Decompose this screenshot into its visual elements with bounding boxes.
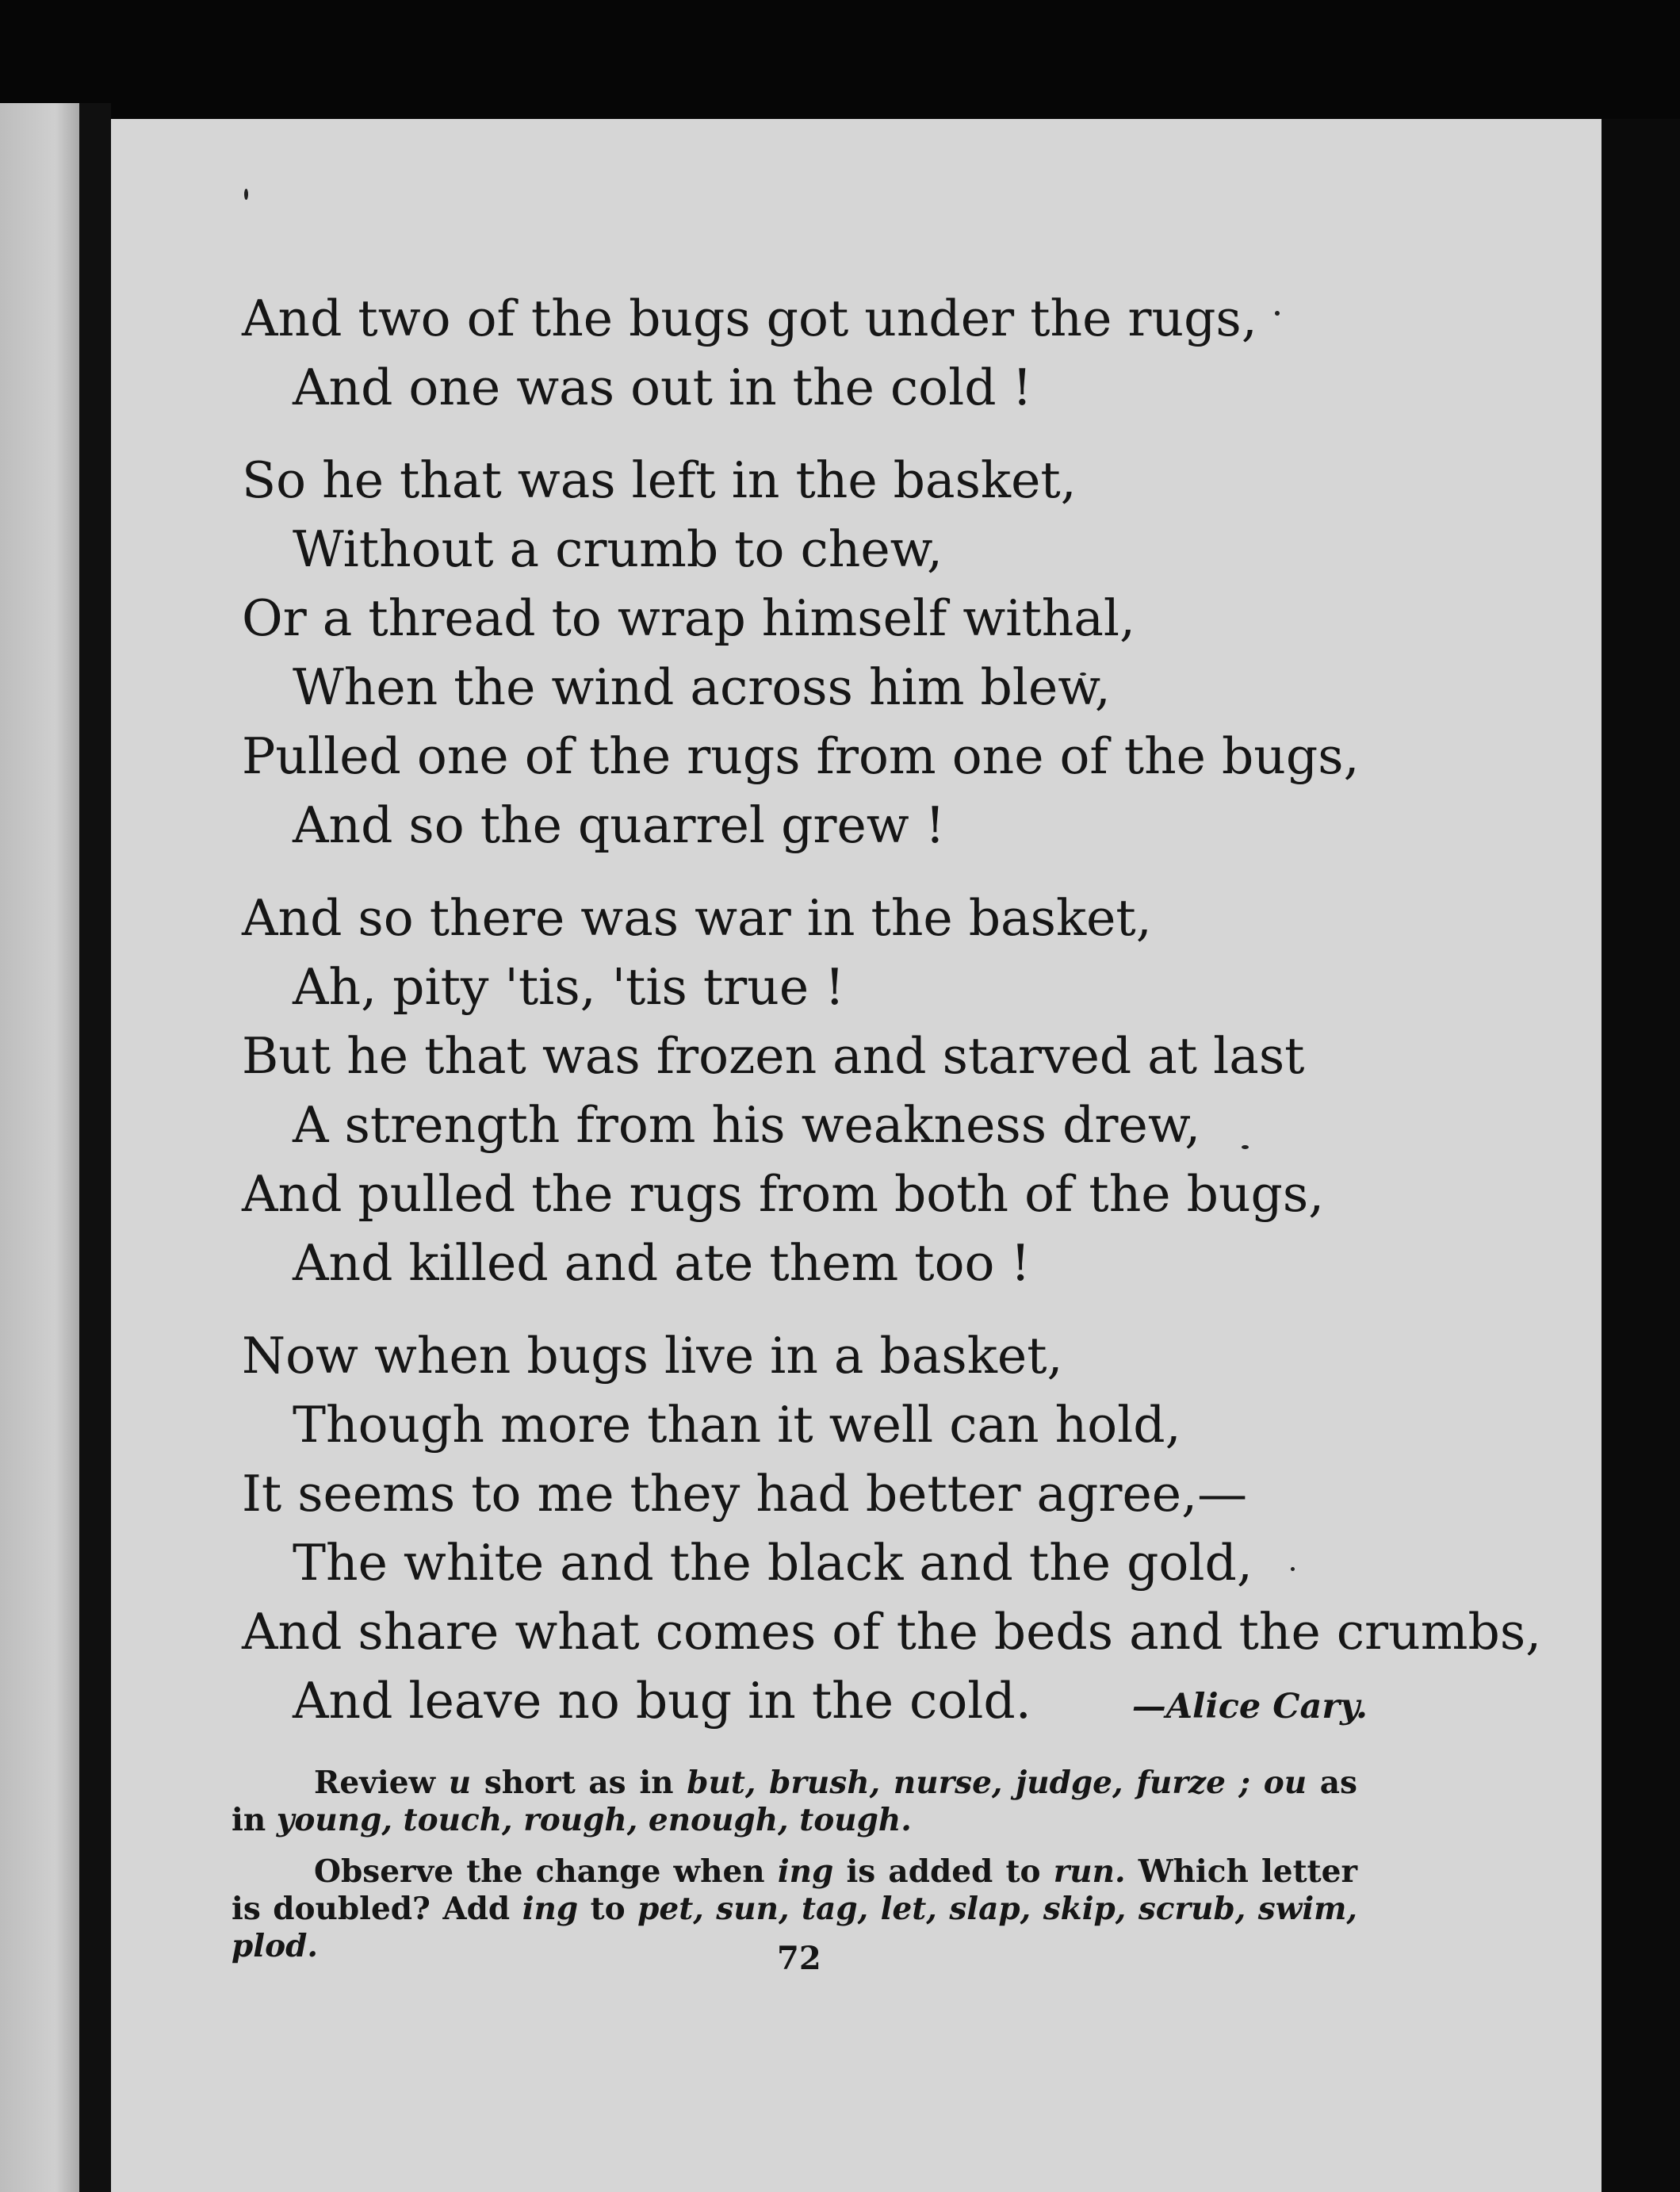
poem-line: And so the quarrel grew ! [293, 796, 946, 854]
poem-stanza [242, 883, 1376, 1297]
note-example-words: run. [1053, 1853, 1126, 1890]
poem-line: And leave no bug in the cold. [293, 1672, 1031, 1730]
page-number: 72 [777, 1940, 821, 1977]
poem-line: Now when bugs live in a basket, [242, 1327, 1063, 1385]
note-example-words: but, brush, nurse, judge, furze ; [687, 1765, 1250, 1801]
note-text [1250, 1765, 1264, 1801]
poem-line: A strength from his weakness drew, [293, 1096, 1201, 1154]
right-page-edge [1602, 119, 1680, 2192]
review-note-vowels [232, 1765, 1357, 1839]
note-text: as in [232, 1765, 1357, 1838]
note-text: is added to [833, 1853, 1054, 1890]
left-page-edge [0, 103, 79, 2192]
note-example-words: ing [522, 1891, 579, 1927]
poem-line: Though more than it well can hold, [293, 1396, 1181, 1454]
poem-line: And pulled the rugs from both of the bugs, [242, 1165, 1325, 1223]
poem-line: Without a crumb to chew, [293, 520, 943, 578]
note-text: Review [314, 1765, 449, 1801]
poem-stanza [242, 446, 1376, 860]
note-example-words: ing [777, 1853, 834, 1890]
poem-line: So he that was left in the basket, [242, 451, 1077, 509]
poem [242, 284, 1542, 1765]
note-example-words: u [448, 1765, 472, 1801]
poem-stanza [242, 284, 1376, 422]
note-text: short as in [471, 1765, 687, 1801]
poem-line: And killed and ate them too ! [293, 1234, 1031, 1292]
closing-line [242, 1666, 1368, 1742]
note-example-words: pet, sun, tag, let, slap, skip, scrub, swim, plod. [232, 1891, 1357, 1964]
poem-line: And one was out in the cold ! [293, 358, 1032, 416]
poem-line: When the wind across him blew, [293, 658, 1111, 716]
poem-line: Pulled one of the rugs from one of the bugs, [242, 727, 1360, 785]
note-example-words: ou [1263, 1765, 1307, 1801]
scan-speck [244, 189, 248, 200]
poem-line: The white and the black and the gold, [293, 1534, 1253, 1592]
note-text: to [578, 1891, 638, 1927]
poem-line: And so there was war in the basket, [242, 889, 1152, 947]
note-text: Observe the change when [314, 1853, 778, 1890]
poem-line: Or a thread to wrap himself withal, [242, 589, 1136, 647]
note-text: Which letter is doubled? Add [232, 1853, 1357, 1927]
poem-line: And share what comes of the beds and the crumbs, [242, 1603, 1542, 1661]
note-example-words: young, touch, rough, enough, tough. [276, 1802, 912, 1838]
poem-line: And two of the bugs got under the rugs, [242, 289, 1257, 347]
poem-line: Ah, pity 'tis, 'tis true ! [293, 958, 845, 1016]
poem-line: But he that was frozen and starved at last [242, 1027, 1305, 1085]
poem-stanza [242, 1321, 1542, 1742]
book-gutter [79, 103, 111, 2192]
poem-author: —Alice Cary. [1131, 1687, 1368, 1726]
poem-line: It seems to me they had better agree,— [242, 1465, 1248, 1523]
